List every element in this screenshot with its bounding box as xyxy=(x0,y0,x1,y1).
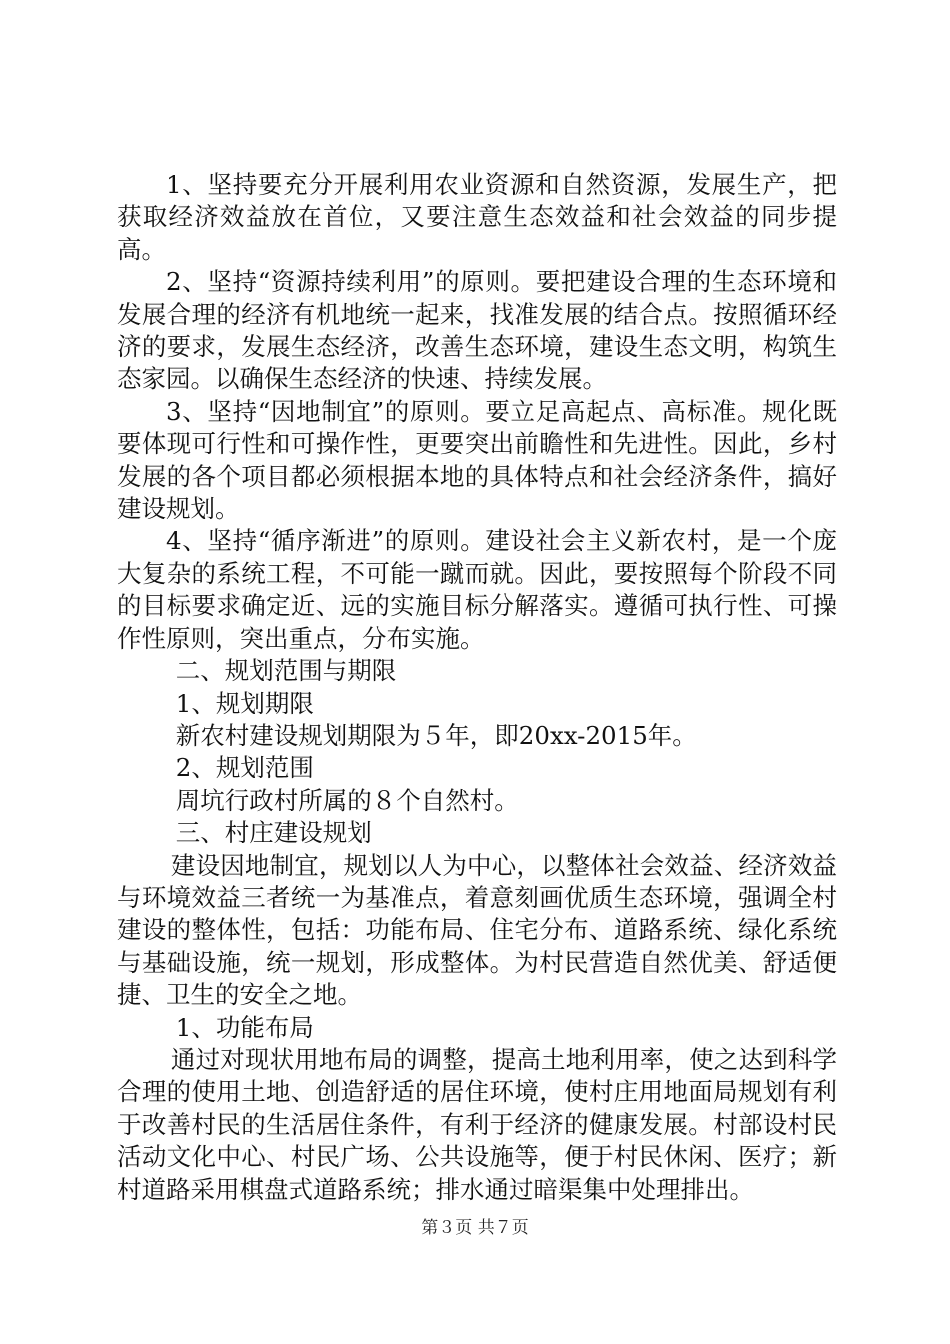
principle-2-paragraph: 2、坚持“资源持续利用”的原则。要把建设合理的生态环境和发展合理的经济有机地统一起来，找准发展的结合点。按照循环经济的要求，发展生态经济，改善生态环境，建设生态文明，构筑生态家园。以确保生态经济的快速、持续发展。 xyxy=(117,267,837,394)
function-layout-paragraph: 通过对现状用地布局的调整，提高土地利用率，使之达到科学合理的使用土地、创造舒适的居住环境，使村庄用地面局规划有利于改善村民的生活居住条件，有利于经济的健康发展。村部设村民活动文化中心、村民广场、公共设施等，便于村民休闲、医疗；新村道路采用棋盘式道路系统；排水通过暗渠集中处理排出。 xyxy=(117,1044,837,1204)
period-text: 新农村建设规划期限为５年，即20xx-2015年。 xyxy=(175,720,697,750)
subheading-period: 1、规划期限 xyxy=(175,688,314,718)
subheading-function-layout: 1、功能布局 xyxy=(175,1012,314,1042)
section-heading-village-plan: 三、村庄建设规划 xyxy=(175,818,372,848)
page-footer: 第３页 共７页 xyxy=(421,1218,529,1238)
principle-1-paragraph: 1、坚持要充分开展利用农业资源和自然资源，发展生产，把获取经济效益放在首位，又要注意生态效益和社会效益的同步提高。 xyxy=(117,170,837,264)
body-text xyxy=(117,169,837,1206)
principle-3-paragraph: 3、坚持“因地制宜”的原则。要立足高起点、高标准。规化既要体现可行性和可操作性，更要突出前瞻性和先进性。因此，乡村发展的各个项目都必须根据本地的具体特点和社会经济条件，搞好建设规划。 xyxy=(117,396,837,524)
range-text: 周坑行政村所属的８个自然村。 xyxy=(175,785,519,815)
village-plan-paragraph: 建设因地制宜，规划以人为中心，以整体社会效益、经济效益与环境效益三者统一为基准点，着意刻画优质生态环境，强调全村建设的整体性，包括：功能布局、住宅分布、道路系统、绿化系统与基础设施，统一规划，形成整体。为村民营造自然优美、舒适便捷、卫生的安全之地。 xyxy=(117,850,837,1010)
subheading-range: 2、规划范围 xyxy=(175,753,314,783)
principle-4-paragraph: 4、坚持“循序渐进”的原则。建设社会主义新农村，是一个庞大复杂的系统工程，不可能一蹴而就。因此，要按照每个阶段不同的目标要求确定近、远的实施目标分解落实。遵循可执行性、可操作性原则，突出重点，分布实施。 xyxy=(117,526,837,653)
section-heading-scope: 二、规划范围与期限 xyxy=(175,656,397,686)
